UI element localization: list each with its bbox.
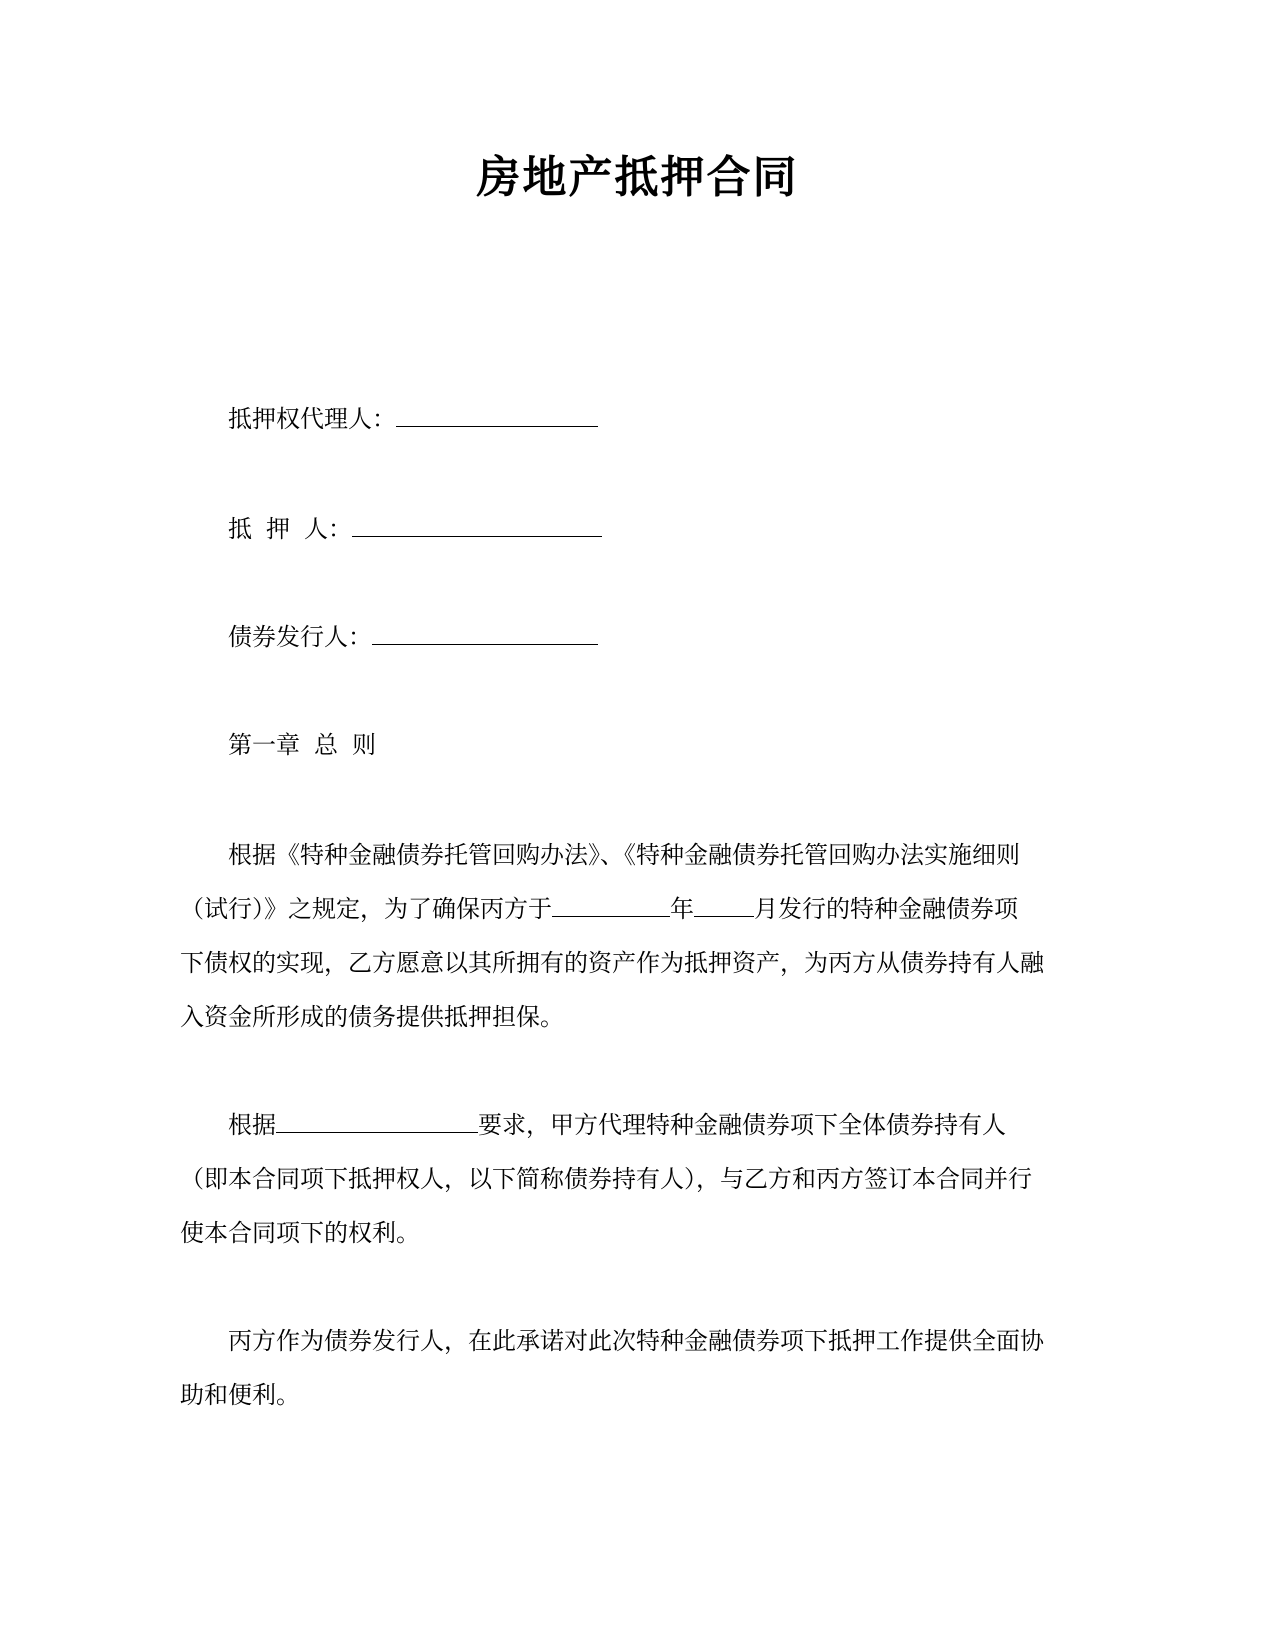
para1-line1: 根据《特种金融债券托管回购办法》、《特种金融债券托管回购办法实施细则 <box>228 841 1020 869</box>
para2-line3: 使本合同项下的权利。 <box>180 1219 420 1247</box>
chapter-heading <box>228 728 376 762</box>
agent-label: 抵押权代理人： <box>228 405 396 433</box>
para1-line4: 入资金所形成的债务提供抵押担保。 <box>180 1003 564 1031</box>
para2-line2: （即本合同项下抵押权人，以下简称债券持有人），与乙方和丙方签订本合同并行 <box>180 1165 1032 1193</box>
mortgagor-blank[interactable] <box>352 512 602 537</box>
chapter-part-2: 总 <box>314 731 338 759</box>
issuer-blank[interactable] <box>372 620 598 645</box>
document-title: 房地产抵押合同 <box>476 152 799 203</box>
agent-field <box>228 402 598 436</box>
para1-line2-a: （试行）》之规定，为了确保丙方于 <box>180 895 552 923</box>
issuer-field <box>228 620 598 654</box>
para2-line1 <box>228 1108 1006 1142</box>
mortgagor-field <box>228 512 602 546</box>
para1-line2 <box>180 892 1018 926</box>
para1-line2-b: 年 <box>670 895 694 923</box>
mortgagor-label-1: 抵 <box>228 515 252 543</box>
agent-blank[interactable] <box>396 402 598 427</box>
issuer-label: 债券发行人： <box>228 623 372 651</box>
para2-line1-b: 要求，甲方代理特种金融债券项下全体债券持有人 <box>478 1111 1006 1139</box>
para3-line2: 助和便利。 <box>180 1381 300 1409</box>
para1-line2-c: 月发行的特种金融债券项 <box>754 895 1018 923</box>
chapter-part-1: 第一章 <box>228 731 300 759</box>
year-blank[interactable] <box>552 892 670 917</box>
para2-line1-a: 根据 <box>228 1111 276 1139</box>
mortgagor-label-2: 押 <box>266 515 290 543</box>
requirement-blank[interactable] <box>276 1108 478 1133</box>
para1-line3: 下债权的实现，乙方愿意以其所拥有的资产作为抵押资产，为丙方从债券持有人融 <box>180 949 1044 977</box>
para3-line1: 丙方作为债券发行人，在此承诺对此次特种金融债券项下抵押工作提供全面协 <box>228 1327 1044 1355</box>
month-blank[interactable] <box>694 892 754 917</box>
chapter-part-3: 则 <box>352 731 376 759</box>
mortgagor-label-3: 人： <box>304 515 352 543</box>
